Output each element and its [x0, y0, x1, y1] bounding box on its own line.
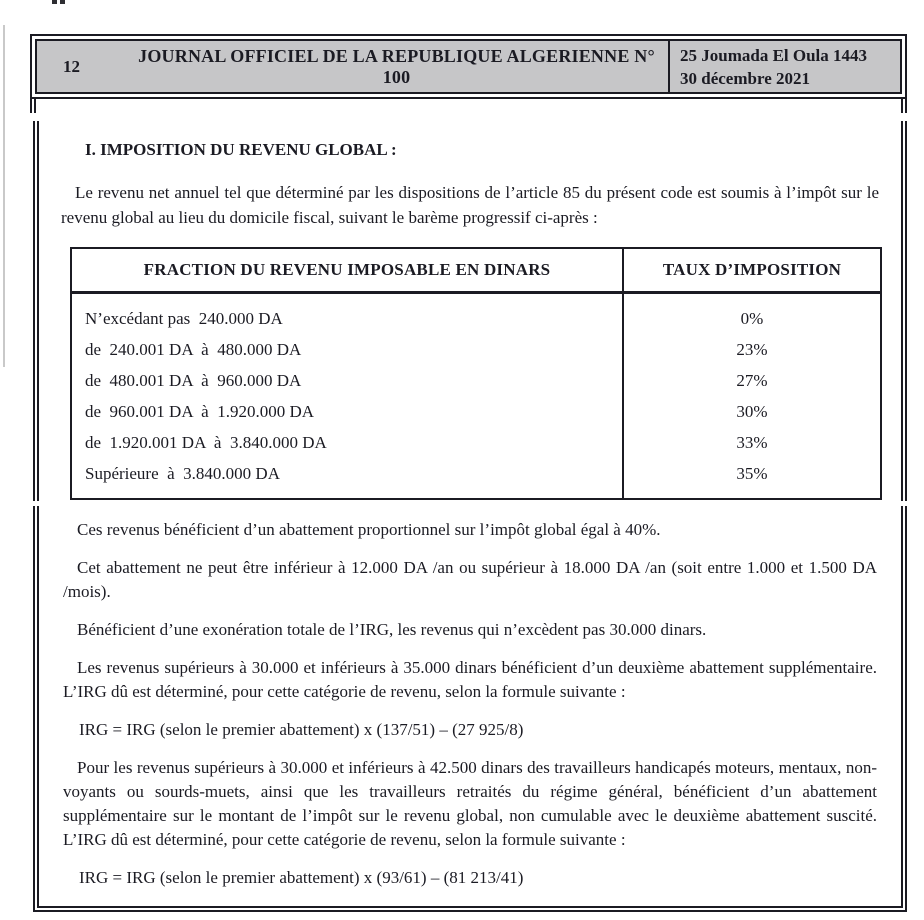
tax-brackets-table — [70, 247, 882, 500]
tax-scale-section — [33, 121, 907, 501]
table-row — [71, 458, 881, 499]
table-row — [71, 293, 881, 335]
masthead-border-tail-left — [30, 98, 36, 113]
journal-title: JOURNAL OFFICIEL DE LA REPUBLIQUE ALGERIENNE N° 100 — [138, 45, 655, 87]
table-header — [71, 248, 881, 293]
rate-cell: 23% — [623, 334, 881, 365]
abatement-rules-section — [33, 506, 907, 912]
rate-cell: 33% — [623, 427, 881, 458]
table-body — [71, 293, 881, 500]
special-abatement-paragraph: Pour les revenus supérieurs à 30.000 et inférieurs à 42.500 dinars des travailleurs handicapés moteurs, mentaux, non-voyants ou sourds-muets, ainsi que les travailleurs retraités du régime général, bénéficient d’un abattement supplémentaire sur le montant de l’impôt sur le revenu global, non cumulable avec le deuxième abattement suscité. L’IRG dû est déterminé, pour cette catégorie de revenu, selon la formule suivante : — [63, 758, 877, 849]
bracket-cell: de 1.920.001 DA à 3.840.000 DA — [85, 433, 327, 452]
bracket-cell: N’excédant pas 240.000 DA — [85, 309, 283, 328]
bracket-cell: de 480.001 DA à 960.000 DA — [85, 371, 302, 390]
scan-artifact-mark — [60, 0, 65, 4]
gregorian-date: 30 décembre 2021 — [680, 68, 810, 88]
column-header-fraction: FRACTION DU REVENU IMPOSABLE EN DINARS — [71, 248, 623, 293]
scan-edge-line — [3, 25, 5, 367]
bracket-cell: Supérieure à 3.840.000 DA — [85, 464, 280, 483]
masthead-band — [35, 39, 902, 94]
second-abatement-paragraph: Les revenus supérieurs à 30.000 et inférieurs à 35.000 dinars bénéficient d’un deuxième abattement supplémentaire. L’IRG dû est déterminé, pour cette catégorie de revenu, selon la formule suivante : — [63, 658, 877, 701]
section-heading: I. IMPOSITION DU REVENU GLOBAL : — [85, 140, 397, 159]
scan-artifact-mark — [52, 0, 57, 4]
irg-formula-2: IRG = IRG (selon le premier abattement) x (93/61) – (81 213/41) — [79, 868, 524, 887]
table-row — [71, 334, 881, 365]
masthead — [30, 34, 907, 99]
rate-cell: 0% — [623, 293, 881, 335]
page-number: 12 — [63, 56, 80, 76]
rate-cell: 27% — [623, 365, 881, 396]
masthead-border-tail-right — [901, 98, 907, 113]
abatement-paragraph-2: Cet abattement ne peut être inférieur à 12.000 DA /an ou supérieur à 18.000 DA /an (soit entre 1.000 et 1.500 DA /mois). — [63, 558, 877, 601]
hijri-date: 25 Joumada El Oula 1443 — [680, 45, 868, 65]
exoneration-paragraph: Bénéficient d’une exonération totale de l’IRG, les revenus qui n’excèdent pas 30.000 dinars. — [77, 620, 707, 639]
abatement-paragraph-1: Ces revenus bénéficient d’un abattement proportionnel sur l’impôt global égal à 40%. — [77, 520, 661, 539]
issue-date-block — [668, 41, 900, 92]
bracket-cell: de 960.001 DA à 1.920.000 DA — [85, 402, 315, 421]
column-header-taux: TAUX D’IMPOSITION — [623, 248, 881, 293]
intro-paragraph: Le revenu net annuel tel que déterminé par les dispositions de l’article 85 du présent code est soumis à l’impôt sur le revenu global au lieu du domicile fiscal, suivant le barème progressif ci-après : — [61, 183, 879, 227]
table-header-row — [71, 248, 881, 293]
rate-cell: 30% — [623, 396, 881, 427]
rate-cell: 35% — [623, 458, 881, 499]
table-row — [71, 365, 881, 396]
table-row — [71, 396, 881, 427]
bracket-cell: de 240.001 DA à 480.000 DA — [85, 340, 302, 359]
table-row — [71, 427, 881, 458]
irg-formula-1: IRG = IRG (selon le premier abattement) x (137/51) – (27 925/8) — [79, 720, 524, 739]
